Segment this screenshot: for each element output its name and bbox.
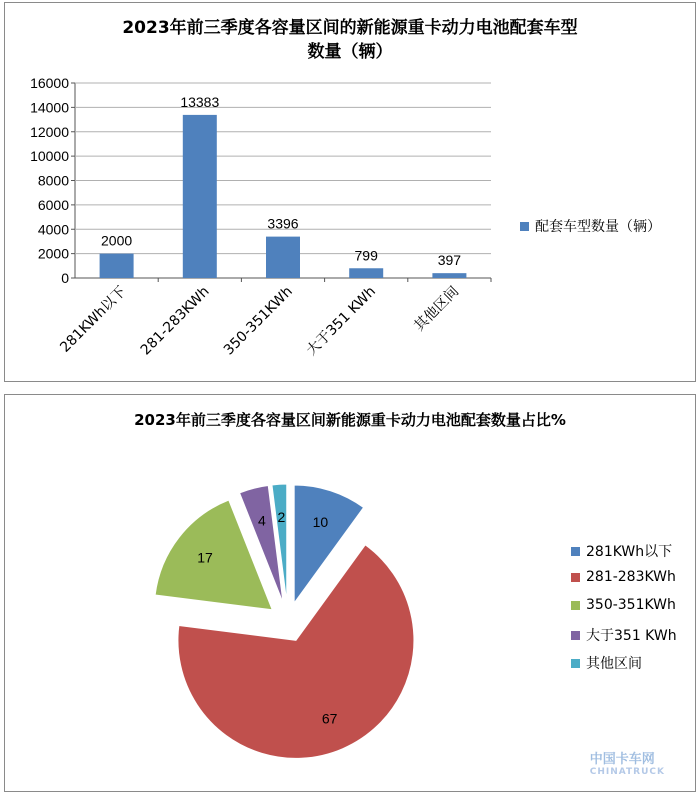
pie-legend-item — [571, 569, 676, 585]
pie-legend-label: 281-283KWh — [586, 569, 676, 585]
pie-value-label: 67 — [321, 710, 338, 727]
pie-value-label: 4 — [257, 512, 266, 529]
bar-legend-swatch — [520, 222, 529, 231]
x-tick-label: 其他区间 — [411, 283, 463, 335]
pie-chart-title: 2023年前三季度各容量区间新能源重卡动力电池配套数量占比% — [134, 411, 566, 429]
bar-value-label: 397 — [437, 252, 462, 269]
bar-chart-subtitle: 数量（辆） — [307, 42, 393, 62]
pie-legend-swatch — [571, 573, 580, 582]
bar — [266, 237, 300, 278]
x-tick-label: 大于351 KWh — [303, 283, 380, 359]
pie-legend-label: 281KWh以下 — [586, 544, 673, 560]
pie-legend-item — [571, 597, 676, 613]
y-tick-label: 0 — [61, 270, 69, 286]
y-tick-label: 16000 — [30, 75, 69, 91]
x-tick-label: 350-351KWh — [220, 283, 296, 359]
bar — [100, 254, 134, 278]
watermark-text: 中国卡车网 — [589, 752, 655, 767]
y-tick-label: 14000 — [30, 99, 69, 116]
bar-value-label: 3396 — [267, 215, 299, 232]
bar-chart-title: 2023年前三季度各容量区间的新能源重卡动力电池配套车型 — [122, 18, 578, 38]
pie-legend-swatch — [571, 631, 580, 640]
pie-legend-swatch — [571, 659, 580, 668]
x-tick-label: 281-283KWh — [137, 283, 213, 359]
bar-legend-item — [520, 216, 661, 236]
bar-value-label: 2000 — [101, 232, 133, 249]
pie-value-label: 17 — [197, 549, 213, 566]
bar-chart-panel — [4, 2, 696, 382]
y-tick-label: 2000 — [37, 245, 69, 262]
bar-legend-label: 配套车型数量（辆） — [535, 219, 661, 235]
pie-legend-label: 大于351 KWh — [586, 628, 677, 644]
pie-legend-swatch — [571, 601, 580, 610]
pie-legend-item — [571, 653, 642, 673]
y-tick-label: 4000 — [37, 221, 69, 238]
pie-chart — [5, 395, 695, 791]
pie-legend-item — [571, 625, 677, 645]
bar-chart — [5, 3, 695, 381]
watermark-logo — [590, 748, 665, 777]
bar-value-label: 13383 — [180, 93, 220, 110]
y-tick-label: 12000 — [30, 123, 69, 140]
pie-chart-panel — [4, 394, 696, 792]
x-tick-label: 281KWh以下 — [57, 283, 130, 356]
bar-value-label: 799 — [354, 247, 378, 264]
bar — [432, 273, 466, 278]
pie-value-label: 10 — [312, 514, 329, 531]
bar — [183, 115, 217, 278]
y-tick-label: 6000 — [37, 196, 69, 213]
pie-value-label: 2 — [277, 509, 286, 526]
pie-legend-label: 350-351KWh — [586, 597, 676, 613]
bar — [349, 268, 383, 278]
watermark-subtext: CHINATRUCK — [589, 767, 665, 777]
y-tick-label: 10000 — [30, 148, 69, 165]
y-tick-label: 8000 — [37, 172, 69, 189]
pie-legend-swatch — [571, 547, 580, 556]
pie-legend-label: 其他区间 — [586, 656, 642, 672]
pie-legend-item — [571, 541, 672, 561]
